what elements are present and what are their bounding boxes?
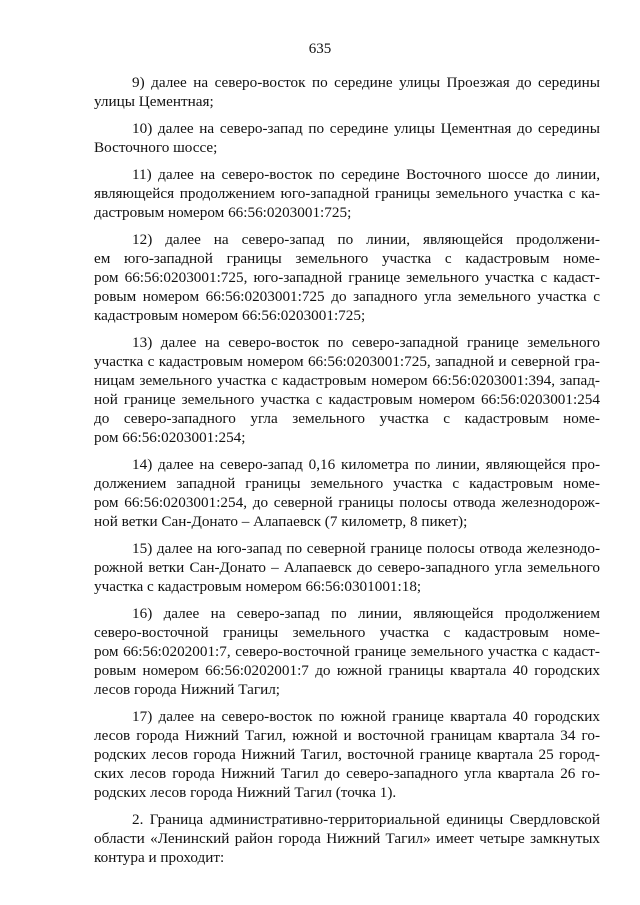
paragraph <box>94 73 600 111</box>
text-line: рожной ветки Сан-Донато – Алапаевск до северо-западного угла земельного <box>94 559 600 576</box>
text-line: должением западной границы земельного участка с кадастровым номе- <box>94 475 600 492</box>
text-line: ной ветки Сан-Донато – Алапаевск (7 километр, 8 пикет); <box>94 513 468 530</box>
text-line: ровым номером 66:56:0202001:7 до южной границы квартала 40 городских <box>94 662 600 679</box>
text-line: 10) далее на северо-запад по середине улицы Цементная до середины <box>132 120 600 137</box>
paragraph <box>94 539 600 596</box>
text-line: участка с кадастровым номером 66:56:0301001:18; <box>94 578 422 595</box>
text-line: ницам земельного участка с кадастровым номером 66:56:0203001:394, запад- <box>94 372 600 389</box>
paragraph <box>94 333 600 447</box>
text-line: ровым номером 66:56:0203001:725 до западного угла земельного участка с <box>94 288 600 305</box>
paragraph <box>94 455 600 531</box>
text-line: родских лесов города Нижний Тагил (точка 1). <box>94 784 397 801</box>
text-line: ной границе земельного участка с кадастровым номером 66:56:0203001:254 <box>94 391 600 408</box>
text-line: лесов города Нижний Тагил; <box>94 681 281 698</box>
paragraph <box>94 165 600 222</box>
paragraph <box>94 707 600 802</box>
text-line: области «Ленинский район города Нижний Тагил» имеет четыре замкнутых <box>94 830 600 847</box>
document-body <box>94 73 600 875</box>
text-line: ром 66:56:0203001:725, юго-западной границе земельного участка с кадаст- <box>94 269 600 286</box>
text-line: являющейся продолжением юго-западной границы земельного участка с ка- <box>94 185 600 202</box>
page-number: 635 <box>308 41 332 57</box>
text-line: контура и проходит: <box>94 849 225 866</box>
text-line: ских лесов города Нижний Тагил до северо-западного угла квартала 26 го- <box>94 765 600 782</box>
text-line: 16) далее на северо-запад по линии, являющейся продолжением <box>132 605 600 622</box>
text-line: ем юго-западной границы земельного участка с кадастровым номе- <box>94 250 600 267</box>
text-line: 13) далее на северо-восток по северо-западной границе земельного <box>132 334 600 351</box>
text-line: 14) далее на северо-запад 0,16 километра по линии, являющейся про- <box>132 456 600 473</box>
text-line: 12) далее на северо-запад по линии, являющейся продолжени- <box>132 231 600 248</box>
paragraph <box>94 604 600 699</box>
text-line: дастровым номером 66:56:0203001:725; <box>94 204 352 221</box>
text-line: ром 66:56:0203001:254, до северной границы полосы отвода железнодорож- <box>94 494 600 511</box>
text-line: ром 66:56:0203001:254; <box>94 429 246 446</box>
paragraph <box>94 810 600 867</box>
text-line: 2. Граница административно-территориальной единицы Свердловской <box>132 811 600 828</box>
text-line: 17) далее на северо-восток по южной границе квартала 40 городских <box>132 708 600 725</box>
text-line: Восточного шоссе; <box>94 139 218 156</box>
text-line: участка с кадастровым номером 66:56:0203001:725, западной и северной гра- <box>94 353 600 370</box>
text-line: кадастровым номером 66:56:0203001:725; <box>94 307 366 324</box>
text-line: ром 66:56:0202001:7, северо-восточной границе земельного участка с кадаст- <box>94 643 600 660</box>
paragraph <box>94 119 600 157</box>
text-line: родских лесов города Нижний Тагил, восточной границе квартала 25 город- <box>94 746 600 763</box>
text-line: 9) далее на северо-восток по середине улицы Проезжая до середины <box>132 74 600 91</box>
text-line: улицы Цементная; <box>94 93 214 110</box>
text-line: 11) далее на северо-восток по середине Восточного шоссе до линии, <box>132 166 600 183</box>
text-line: северо-восточной границы земельного участка с кадастровым номе- <box>94 624 600 641</box>
text-line: до северо-западного угла земельного участка с кадастровым номе- <box>94 410 600 427</box>
text-line: 15) далее на юго-запад по северной границе полосы отвода железнодо- <box>132 540 600 557</box>
text-line: лесов города Нижний Тагил, южной и восточной границам квартала 34 го- <box>94 727 600 744</box>
paragraph <box>94 230 600 325</box>
